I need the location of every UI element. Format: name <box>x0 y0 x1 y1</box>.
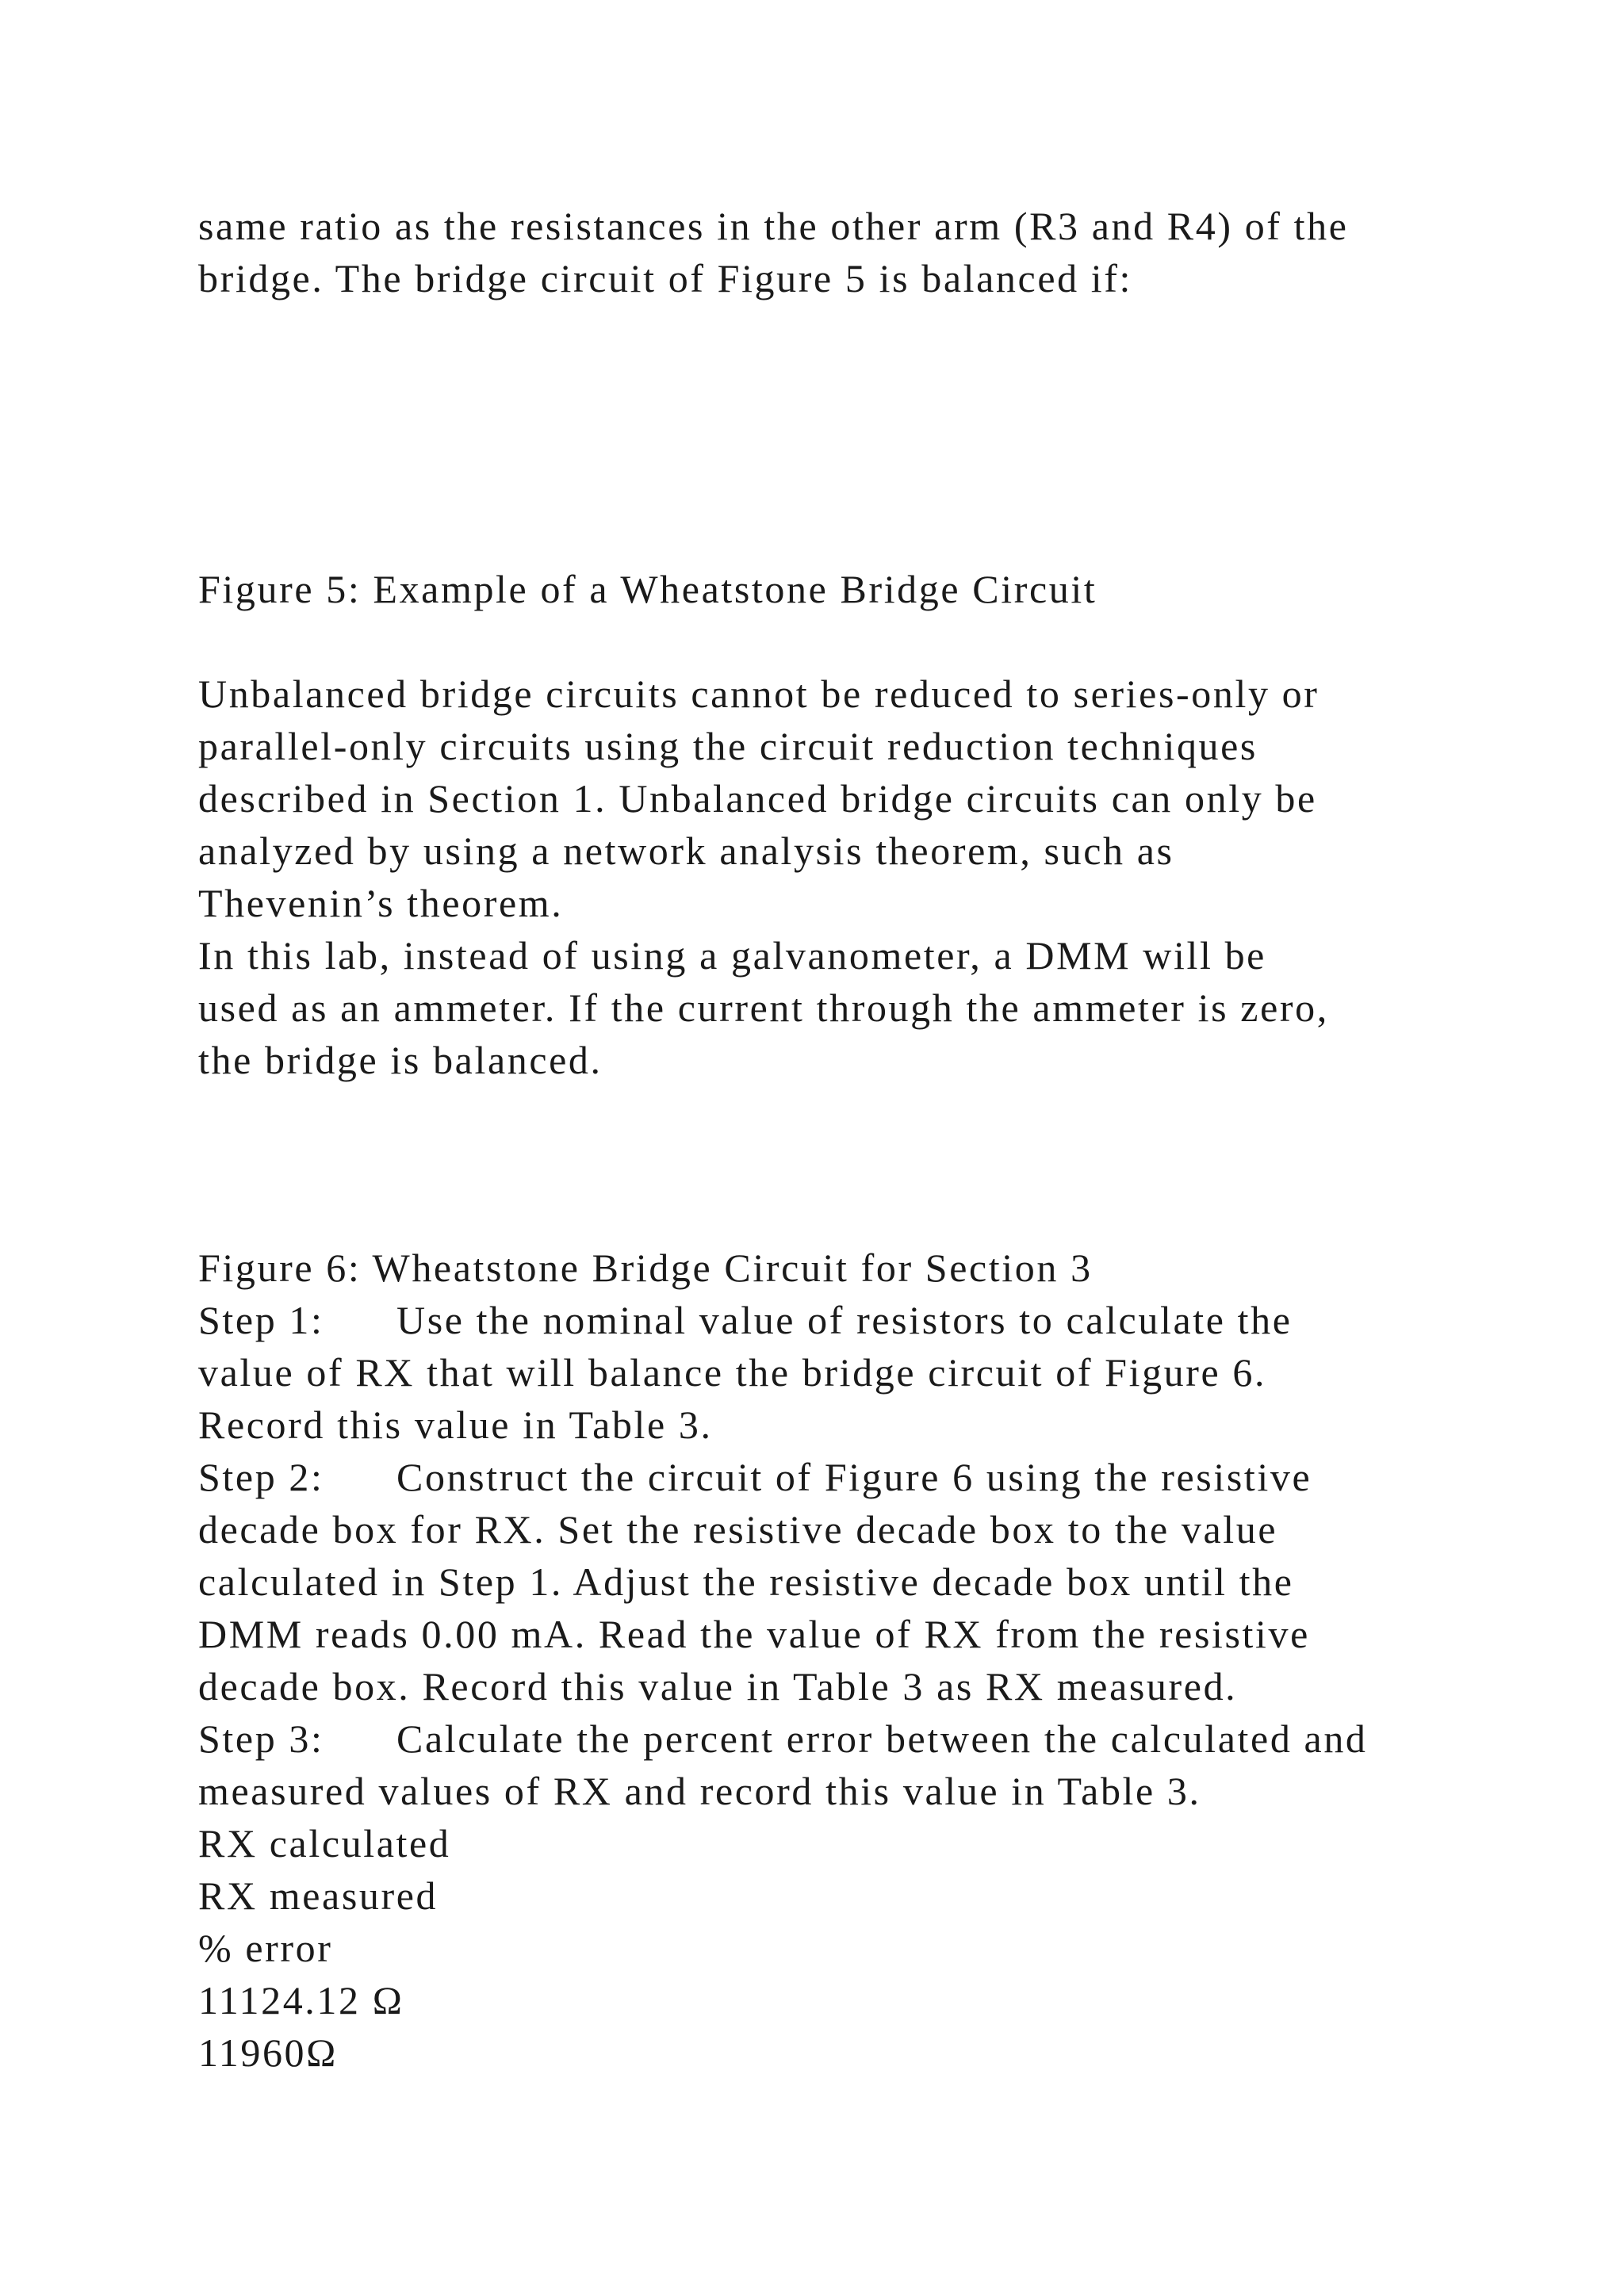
step-2-line-3: calculated in Step 1. Adjust the resistive decade box until the <box>198 1559 1294 1604</box>
step-2-line-5: decade box. Record this value in Table 3 as RX measured. <box>198 1664 1238 1709</box>
step-2-line-2: decade box for RX. Set the resistive decade box to the value <box>198 1507 1278 1552</box>
figure-5-caption: Figure 5: Example of a Wheatstone Bridge Circuit <box>198 567 1097 611</box>
step-3-line-1 <box>198 1712 1368 1765</box>
unbalanced-line-4: analyzed by using a network analysis theorem, such as <box>198 828 1174 873</box>
step-2-text: Construct the circuit of Figure 6 using the resistive <box>396 1455 1312 1499</box>
step-2-label: Step 2: <box>198 1455 324 1499</box>
unbalanced-line-1: Unbalanced bridge circuits cannot be reduced to series-only or <box>198 672 1320 716</box>
lab-line-1: In this lab, instead of using a galvanometer, a DMM will be <box>198 933 1266 978</box>
step-2-line-4: DMM reads 0.00 mA. Read the value of RX from the resistive <box>198 1612 1310 1656</box>
table-3-header-rx-measured: RX measured <box>198 1873 439 1918</box>
intro-line-1: same ratio as the resistances in the other arm (R3 and R4) of the <box>198 204 1349 248</box>
lab-line-2: used as an ammeter. If the current through the ammeter is zero, <box>198 985 1329 1030</box>
unbalanced-line-2: parallel-only circuits using the circuit reduction techniques <box>198 724 1258 768</box>
table-3-header-rx-calculated: RX calculated <box>198 1821 451 1866</box>
intro-line-2: bridge. The bridge circuit of Figure 5 is balanced if: <box>198 256 1133 300</box>
step-1-label: Step 1: <box>198 1298 324 1342</box>
step-3-text: Calculate the percent error between the calculated and <box>396 1716 1368 1761</box>
unbalanced-line-5: Thevenin’s theorem. <box>198 881 564 925</box>
step-3-line-2: measured values of RX and record this value in Table 3. <box>198 1769 1201 1813</box>
figure-6-caption: Figure 6: Wheatstone Bridge Circuit for Section 3 <box>198 1246 1093 1290</box>
step-2-line-1 <box>198 1451 1312 1503</box>
table-3-value-rx-measured: 11960Ω <box>198 2030 338 2075</box>
unbalanced-line-3: described in Section 1. Unbalanced bridge circuits can only be <box>198 776 1317 821</box>
step-1-line-1 <box>198 1294 1293 1346</box>
step-1-line-2: value of RX that will balance the bridge circuit of Figure 6. <box>198 1350 1267 1395</box>
table-3-header-percent-error: % error <box>198 1926 333 1970</box>
step-3-label: Step 3: <box>198 1716 324 1761</box>
step-1-line-3: Record this value in Table 3. <box>198 1402 713 1447</box>
table-3-value-rx-calculated: 11124.12 Ω <box>198 1978 404 2022</box>
lab-line-3: the bridge is balanced. <box>198 1038 603 1082</box>
step-1-text: Use the nominal value of resistors to calculate the <box>396 1298 1293 1342</box>
